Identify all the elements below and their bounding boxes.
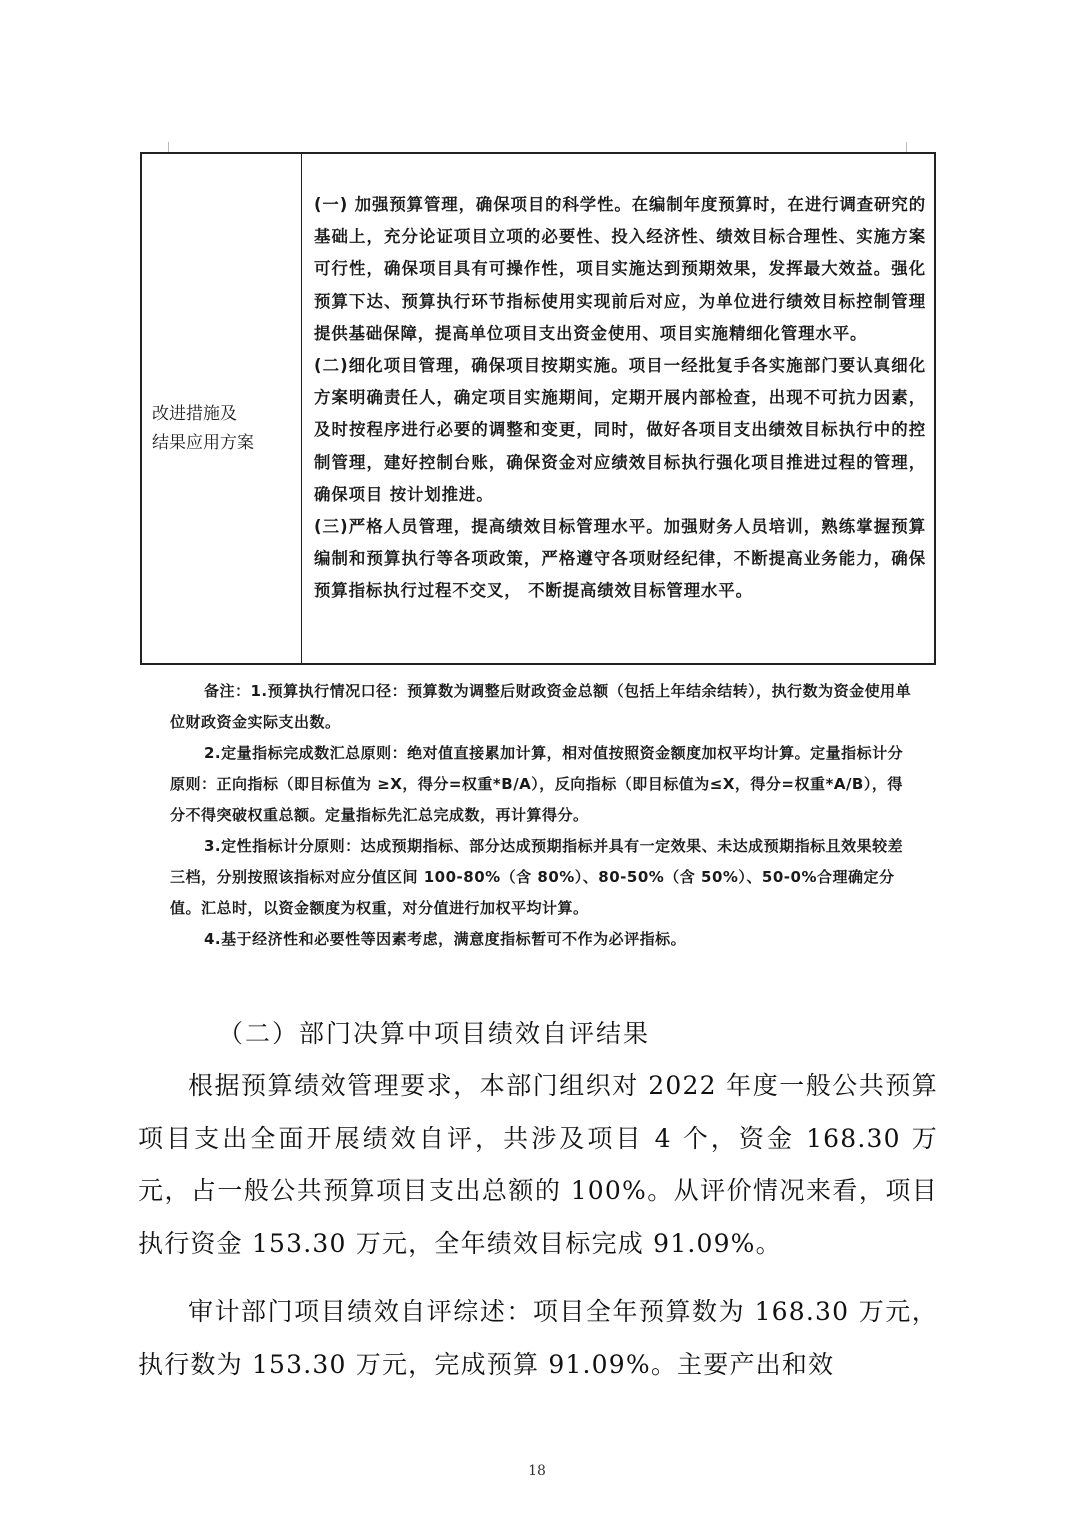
measure-paragraph-3: (三)严格人员管理，提高绩效目标管理水平。加强财务人员培训，熟练掌握预算编制和预算执行等各项政策，严格遵守各项财经纪律，不断提高业务能力，确保预算指标执行过程不交叉， 不断提高绩效目标管理水平。 [314,517,926,601]
crop-mark-left [168,142,169,152]
table-label-line-1: 改进措施及 [152,404,237,424]
table-label-cell [142,154,302,663]
measure-paragraph-2: (二)细化项目管理，确保项目按期实施。项目一经批复手各实施部门要认真细化方案明确责任人，确定项目实施期间，定期开展内部检查，出现不可抗力因素，及时按程序进行必要的调整和变更，同时，做好各项目支出绩效目标执行中的控制管理，建好控制台账，确保资金对应绩效目标执行强化项目推进过程的管理，确保项目 按计划推进。 [314,356,926,504]
note-1: 备注：1.预算执行情况口径：预算数为调整后财政资金总额（包括上年结余结转），执行数为资金使用单位财政资金实际支出数。 [170,682,912,731]
body-paragraph-2: 审计部门项目绩效自评综述：项目全年预算数为 168.30 万元，执行数为 153.30 万元，完成预算 91.09%。主要产出和效 [138,1297,938,1379]
note-3: 3.定性指标计分原则：达成预期指标、部分达成预期指标并具有一定效果、未达成预期指标且效果较差三档，分别按照该指标对应分值区间 100-80%（含 80%）、80-50%（含 50%）、50-0%合理确定分值。汇总时，以资金额度为权重，对分值进行加权平均计算。 [170,837,904,917]
measures-table [140,152,936,665]
table-content-cell [314,189,926,608]
body-paragraph-1: 根据预算绩效管理要求，本部门组织对 2022 年度一般公共预算项目支出全面开展绩效自评，共涉及项目 4 个，资金 168.30 万元，占一般公共预算项目支出总额的 100%。从评价情况来看，项目执行资金 153.30 万元，全年绩效目标完成 91.09%。 [138,1071,939,1258]
table-notes [170,676,918,955]
page-number: 18 [528,1463,546,1479]
table-label-line-2: 结果应用方案 [152,433,254,453]
table-label [152,400,254,458]
section-heading: （二）部门决算中项目绩效自评结果 [218,1019,651,1048]
note-2: 2.定量指标完成数汇总原则：绝对值直接累加计算，相对值按照资金额度加权平均计算。定量指标计分原则：正向指标（即目标值为 ≥X，得分=权重*B/A），反向指标（即目标值为≤X，得分=权重*A/B），得分不得突破权重总额。定量指标先汇总完成数，再计算得分。 [170,744,904,824]
note-4: 4.基于经济性和必要性等因素考虑，满意度指标暂可不作为必评指标。 [204,930,687,948]
crop-mark-right [906,142,907,152]
measure-paragraph-1: (一) 加强预算管理，确保项目的科学性。在编制年度预算时，在进行调查研究的基础上，充分论证项目立项的必要性、投入经济性、绩效目标合理性、实施方案可行性，确保项目具有可操作性，项目实施达到预期效果，发挥最大效益。强化预算下达、预算执行环节指标使用实现前后对应，为单位进行绩效目标控制管理提供基础保障，提高单位项目支出资金使用、项目实施精细化管理水平。 [314,195,926,343]
